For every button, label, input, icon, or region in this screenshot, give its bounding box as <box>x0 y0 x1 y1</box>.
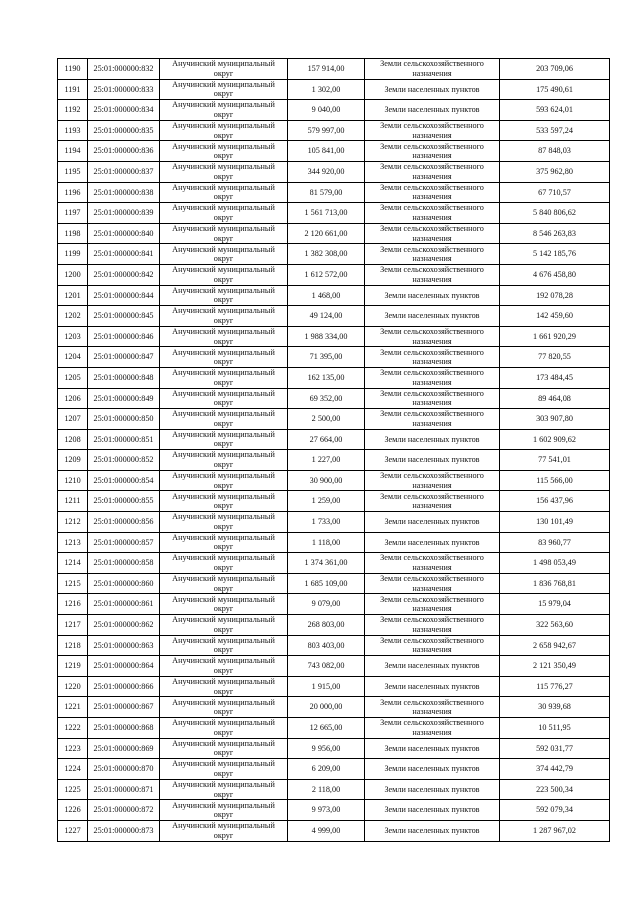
land-category-cell: Земли населенных пунктов <box>365 429 500 450</box>
row-number-cell: 1221 <box>58 697 88 718</box>
municipal-district-cell: Анучинский муниципальный округ <box>160 615 288 636</box>
cadastral-value-cell: 192 078,28 <box>500 285 610 306</box>
cadastral-number-cell: 25:01:000000:873 <box>88 820 160 841</box>
table-row <box>58 491 610 512</box>
land-area-cell: 9 956,00 <box>288 738 365 759</box>
land-category-cell: Земли населенных пунктов <box>365 676 500 697</box>
cadastral-number-cell: 25:01:000000:846 <box>88 326 160 347</box>
cadastral-value-cell: 375 962,80 <box>500 161 610 182</box>
municipal-district-cell: Анучинский муниципальный округ <box>160 718 288 739</box>
municipal-district-cell: Анучинский муниципальный округ <box>160 79 288 100</box>
land-area-cell: 27 664,00 <box>288 429 365 450</box>
cadastral-value-cell: 374 442,79 <box>500 759 610 780</box>
table-body <box>58 59 610 842</box>
municipal-district-cell: Анучинский муниципальный округ <box>160 306 288 327</box>
row-number-cell: 1208 <box>58 429 88 450</box>
cadastral-value-cell: 223 500,34 <box>500 779 610 800</box>
land-category-cell: Земли населенных пунктов <box>365 512 500 533</box>
land-area-cell: 1 118,00 <box>288 532 365 553</box>
table-row <box>58 553 610 574</box>
land-category-cell: Земли населенных пунктов <box>365 100 500 121</box>
municipal-district-cell: Анучинский муниципальный округ <box>160 594 288 615</box>
cadastral-number-cell: 25:01:000000:852 <box>88 450 160 471</box>
cadastral-number-cell: 25:01:000000:849 <box>88 388 160 409</box>
row-number-cell: 1215 <box>58 573 88 594</box>
municipal-district-cell: Анучинский муниципальный округ <box>160 409 288 430</box>
cadastral-value-cell: 1 661 920,29 <box>500 326 610 347</box>
cadastral-number-cell: 25:01:000000:839 <box>88 203 160 224</box>
land-area-cell: 2 118,00 <box>288 779 365 800</box>
table-row <box>58 615 610 636</box>
land-area-cell: 579 997,00 <box>288 120 365 141</box>
land-category-cell: Земли сельскохозяйственного назначения <box>365 203 500 224</box>
table-row <box>58 264 610 285</box>
land-area-cell: 6 209,00 <box>288 759 365 780</box>
cadastral-number-cell: 25:01:000000:845 <box>88 306 160 327</box>
cadastral-value-cell: 87 848,03 <box>500 141 610 162</box>
row-number-cell: 1212 <box>58 512 88 533</box>
cadastral-value-cell: 67 710,57 <box>500 182 610 203</box>
municipal-district-cell: Анучинский муниципальный округ <box>160 697 288 718</box>
row-number-cell: 1209 <box>58 450 88 471</box>
land-category-cell: Земли сельскохозяйственного назначения <box>365 594 500 615</box>
cadastral-value-cell: 77 820,55 <box>500 347 610 368</box>
municipal-district-cell: Анучинский муниципальный округ <box>160 450 288 471</box>
row-number-cell: 1206 <box>58 388 88 409</box>
cadastral-value-cell: 30 939,68 <box>500 697 610 718</box>
municipal-district-cell: Анучинский муниципальный округ <box>160 326 288 347</box>
cadastral-value-cell: 1 602 909,62 <box>500 429 610 450</box>
land-area-cell: 2 500,00 <box>288 409 365 430</box>
table-row <box>58 244 610 265</box>
land-category-cell: Земли сельскохозяйственного назначения <box>365 141 500 162</box>
row-number-cell: 1210 <box>58 470 88 491</box>
table-row <box>58 203 610 224</box>
cadastral-value-cell: 593 624,01 <box>500 100 610 121</box>
row-number-cell: 1194 <box>58 141 88 162</box>
municipal-district-cell: Анучинский муниципальный округ <box>160 264 288 285</box>
row-number-cell: 1200 <box>58 264 88 285</box>
land-category-cell: Земли сельскохозяйственного назначения <box>365 615 500 636</box>
land-category-cell: Земли населенных пунктов <box>365 450 500 471</box>
cadastral-number-cell: 25:01:000000:835 <box>88 120 160 141</box>
municipal-district-cell: Анучинский муниципальный округ <box>160 759 288 780</box>
land-category-cell: Земли сельскохозяйственного назначения <box>365 491 500 512</box>
cadastral-number-cell: 25:01:000000:842 <box>88 264 160 285</box>
row-number-cell: 1201 <box>58 285 88 306</box>
cadastral-value-cell: 10 511,95 <box>500 718 610 739</box>
land-category-cell: Земли сельскохозяйственного назначения <box>365 388 500 409</box>
municipal-district-cell: Анучинский муниципальный округ <box>160 738 288 759</box>
table-row <box>58 141 610 162</box>
cadastral-value-table <box>57 58 610 842</box>
row-number-cell: 1227 <box>58 820 88 841</box>
land-area-cell: 12 665,00 <box>288 718 365 739</box>
table-row <box>58 697 610 718</box>
land-area-cell: 2 120 661,00 <box>288 223 365 244</box>
land-category-cell: Земли населенных пунктов <box>365 285 500 306</box>
cadastral-number-cell: 25:01:000000:860 <box>88 573 160 594</box>
land-category-cell: Земли населенных пунктов <box>365 306 500 327</box>
table-row <box>58 79 610 100</box>
cadastral-number-cell: 25:01:000000:836 <box>88 141 160 162</box>
cadastral-value-cell: 173 484,45 <box>500 367 610 388</box>
row-number-cell: 1224 <box>58 759 88 780</box>
municipal-district-cell: Анучинский муниципальный округ <box>160 100 288 121</box>
cadastral-number-cell: 25:01:000000:866 <box>88 676 160 697</box>
row-number-cell: 1213 <box>58 532 88 553</box>
cadastral-number-cell: 25:01:000000:864 <box>88 656 160 677</box>
table-row <box>58 635 610 656</box>
land-area-cell: 69 352,00 <box>288 388 365 409</box>
land-category-cell: Земли сельскохозяйственного назначения <box>365 223 500 244</box>
table-row <box>58 512 610 533</box>
row-number-cell: 1207 <box>58 409 88 430</box>
land-area-cell: 1 561 713,00 <box>288 203 365 224</box>
cadastral-value-cell: 322 563,60 <box>500 615 610 636</box>
table-row <box>58 820 610 841</box>
municipal-district-cell: Анучинский муниципальный округ <box>160 182 288 203</box>
land-category-cell: Земли сельскохозяйственного назначения <box>365 470 500 491</box>
land-category-cell: Земли сельскохозяйственного назначения <box>365 635 500 656</box>
row-number-cell: 1216 <box>58 594 88 615</box>
land-category-cell: Земли сельскохозяйственного назначения <box>365 244 500 265</box>
land-area-cell: 268 803,00 <box>288 615 365 636</box>
table-row <box>58 573 610 594</box>
land-area-cell: 803 403,00 <box>288 635 365 656</box>
cadastral-number-cell: 25:01:000000:857 <box>88 532 160 553</box>
cadastral-number-cell: 25:01:000000:855 <box>88 491 160 512</box>
cadastral-number-cell: 25:01:000000:833 <box>88 79 160 100</box>
cadastral-number-cell: 25:01:000000:847 <box>88 347 160 368</box>
cadastral-number-cell: 25:01:000000:867 <box>88 697 160 718</box>
table-row <box>58 388 610 409</box>
cadastral-value-cell: 175 490,61 <box>500 79 610 100</box>
table-row <box>58 656 610 677</box>
municipal-district-cell: Анучинский муниципальный округ <box>160 244 288 265</box>
table-row <box>58 594 610 615</box>
table-row <box>58 306 610 327</box>
land-area-cell: 1 612 572,00 <box>288 264 365 285</box>
cadastral-number-cell: 25:01:000000:870 <box>88 759 160 780</box>
municipal-district-cell: Анучинский муниципальный округ <box>160 676 288 697</box>
land-area-cell: 344 920,00 <box>288 161 365 182</box>
land-area-cell: 9 973,00 <box>288 800 365 821</box>
cadastral-value-cell: 8 546 263,83 <box>500 223 610 244</box>
land-area-cell: 1 382 308,00 <box>288 244 365 265</box>
land-category-cell: Земли населенных пунктов <box>365 779 500 800</box>
cadastral-value-cell: 2 121 350,49 <box>500 656 610 677</box>
land-category-cell: Земли населенных пунктов <box>365 79 500 100</box>
row-number-cell: 1220 <box>58 676 88 697</box>
land-area-cell: 9 040,00 <box>288 100 365 121</box>
table-row <box>58 800 610 821</box>
table-row <box>58 450 610 471</box>
row-number-cell: 1193 <box>58 120 88 141</box>
land-category-cell: Земли сельскохозяйственного назначения <box>365 182 500 203</box>
municipal-district-cell: Анучинский муниципальный округ <box>160 161 288 182</box>
land-area-cell: 71 395,00 <box>288 347 365 368</box>
table-row <box>58 347 610 368</box>
land-category-cell: Земли сельскохозяйственного назначения <box>365 553 500 574</box>
land-area-cell: 1 988 334,00 <box>288 326 365 347</box>
land-area-cell: 743 082,00 <box>288 656 365 677</box>
cadastral-number-cell: 25:01:000000:861 <box>88 594 160 615</box>
table-row <box>58 429 610 450</box>
cadastral-value-cell: 77 541,01 <box>500 450 610 471</box>
land-category-cell: Земли сельскохозяйственного назначения <box>365 409 500 430</box>
row-number-cell: 1192 <box>58 100 88 121</box>
row-number-cell: 1190 <box>58 59 88 80</box>
municipal-district-cell: Анучинский муниципальный округ <box>160 635 288 656</box>
municipal-district-cell: Анучинский муниципальный округ <box>160 141 288 162</box>
cadastral-number-cell: 25:01:000000:840 <box>88 223 160 244</box>
municipal-district-cell: Анучинский муниципальный округ <box>160 203 288 224</box>
land-area-cell: 20 000,00 <box>288 697 365 718</box>
municipal-district-cell: Анучинский муниципальный округ <box>160 656 288 677</box>
land-area-cell: 1 685 109,00 <box>288 573 365 594</box>
row-number-cell: 1223 <box>58 738 88 759</box>
cadastral-number-cell: 25:01:000000:856 <box>88 512 160 533</box>
row-number-cell: 1196 <box>58 182 88 203</box>
row-number-cell: 1225 <box>58 779 88 800</box>
municipal-district-cell: Анучинский муниципальный округ <box>160 120 288 141</box>
row-number-cell: 1203 <box>58 326 88 347</box>
row-number-cell: 1195 <box>58 161 88 182</box>
cadastral-value-cell: 1 836 768,81 <box>500 573 610 594</box>
table-row <box>58 470 610 491</box>
municipal-district-cell: Анучинский муниципальный округ <box>160 347 288 368</box>
land-category-cell: Земли населенных пунктов <box>365 738 500 759</box>
cadastral-value-cell: 115 776,27 <box>500 676 610 697</box>
municipal-district-cell: Анучинский муниципальный округ <box>160 470 288 491</box>
cadastral-value-cell: 303 907,80 <box>500 409 610 430</box>
cadastral-number-cell: 25:01:000000:837 <box>88 161 160 182</box>
land-area-cell: 1 468,00 <box>288 285 365 306</box>
table-row <box>58 326 610 347</box>
land-area-cell: 1 302,00 <box>288 79 365 100</box>
table-row <box>58 367 610 388</box>
cadastral-value-cell: 533 597,24 <box>500 120 610 141</box>
land-category-cell: Земли сельскохозяйственного назначения <box>365 264 500 285</box>
land-area-cell: 157 914,00 <box>288 59 365 80</box>
row-number-cell: 1226 <box>58 800 88 821</box>
table-row <box>58 779 610 800</box>
land-category-cell: Земли населенных пунктов <box>365 759 500 780</box>
land-category-cell: Земли сельскохозяйственного назначения <box>365 367 500 388</box>
municipal-district-cell: Анучинский муниципальный округ <box>160 512 288 533</box>
cadastral-number-cell: 25:01:000000:868 <box>88 718 160 739</box>
municipal-district-cell: Анучинский муниципальный округ <box>160 223 288 244</box>
cadastral-value-cell: 130 101,49 <box>500 512 610 533</box>
land-area-cell: 49 124,00 <box>288 306 365 327</box>
table-row <box>58 738 610 759</box>
land-area-cell: 1 227,00 <box>288 450 365 471</box>
row-number-cell: 1222 <box>58 718 88 739</box>
land-area-cell: 1 733,00 <box>288 512 365 533</box>
row-number-cell: 1198 <box>58 223 88 244</box>
row-number-cell: 1191 <box>58 79 88 100</box>
cadastral-value-cell: 156 437,96 <box>500 491 610 512</box>
table-row <box>58 100 610 121</box>
land-category-cell: Земли сельскохозяйственного назначения <box>365 697 500 718</box>
land-category-cell: Земли сельскохозяйственного назначения <box>365 161 500 182</box>
cadastral-value-cell: 592 031,77 <box>500 738 610 759</box>
cadastral-number-cell: 25:01:000000:832 <box>88 59 160 80</box>
cadastral-number-cell: 25:01:000000:841 <box>88 244 160 265</box>
row-number-cell: 1214 <box>58 553 88 574</box>
land-category-cell: Земли населенных пунктов <box>365 532 500 553</box>
land-category-cell: Земли сельскохозяйственного назначения <box>365 59 500 80</box>
table-row <box>58 223 610 244</box>
table-row <box>58 161 610 182</box>
document-page <box>57 58 610 842</box>
municipal-district-cell: Анучинский муниципальный округ <box>160 553 288 574</box>
cadastral-number-cell: 25:01:000000:871 <box>88 779 160 800</box>
municipal-district-cell: Анучинский муниципальный округ <box>160 800 288 821</box>
land-category-cell: Земли сельскохозяйственного назначения <box>365 326 500 347</box>
cadastral-value-cell: 5 840 806,62 <box>500 203 610 224</box>
land-area-cell: 4 999,00 <box>288 820 365 841</box>
cadastral-number-cell: 25:01:000000:854 <box>88 470 160 491</box>
row-number-cell: 1217 <box>58 615 88 636</box>
cadastral-number-cell: 25:01:000000:851 <box>88 429 160 450</box>
table-row <box>58 120 610 141</box>
land-area-cell: 30 900,00 <box>288 470 365 491</box>
cadastral-value-cell: 89 464,08 <box>500 388 610 409</box>
row-number-cell: 1205 <box>58 367 88 388</box>
row-number-cell: 1199 <box>58 244 88 265</box>
land-area-cell: 81 579,00 <box>288 182 365 203</box>
land-category-cell: Земли сельскохозяйственного назначения <box>365 718 500 739</box>
table-row <box>58 676 610 697</box>
cadastral-value-cell: 592 079,34 <box>500 800 610 821</box>
cadastral-value-cell: 203 709,06 <box>500 59 610 80</box>
table-row <box>58 409 610 430</box>
municipal-district-cell: Анучинский муниципальный округ <box>160 429 288 450</box>
land-category-cell: Земли сельскохозяйственного назначения <box>365 573 500 594</box>
land-category-cell: Земли населенных пунктов <box>365 656 500 677</box>
row-number-cell: 1211 <box>58 491 88 512</box>
land-category-cell: Земли сельскохозяйственного назначения <box>365 347 500 368</box>
cadastral-number-cell: 25:01:000000:862 <box>88 615 160 636</box>
cadastral-number-cell: 25:01:000000:834 <box>88 100 160 121</box>
cadastral-number-cell: 25:01:000000:844 <box>88 285 160 306</box>
municipal-district-cell: Анучинский муниципальный округ <box>160 820 288 841</box>
cadastral-number-cell: 25:01:000000:850 <box>88 409 160 430</box>
cadastral-number-cell: 25:01:000000:858 <box>88 553 160 574</box>
municipal-district-cell: Анучинский муниципальный округ <box>160 532 288 553</box>
cadastral-value-cell: 5 142 185,76 <box>500 244 610 265</box>
row-number-cell: 1204 <box>58 347 88 368</box>
land-category-cell: Земли населенных пунктов <box>365 820 500 841</box>
land-area-cell: 9 079,00 <box>288 594 365 615</box>
cadastral-value-cell: 4 676 458,80 <box>500 264 610 285</box>
land-category-cell: Земли сельскохозяйственного назначения <box>365 120 500 141</box>
municipal-district-cell: Анучинский муниципальный округ <box>160 388 288 409</box>
cadastral-value-cell: 15 979,04 <box>500 594 610 615</box>
table-row <box>58 59 610 80</box>
table-row <box>58 285 610 306</box>
municipal-district-cell: Анучинский муниципальный округ <box>160 573 288 594</box>
municipal-district-cell: Анучинский муниципальный округ <box>160 779 288 800</box>
table-row <box>58 759 610 780</box>
municipal-district-cell: Анучинский муниципальный округ <box>160 367 288 388</box>
cadastral-value-cell: 1 287 967,02 <box>500 820 610 841</box>
row-number-cell: 1202 <box>58 306 88 327</box>
municipal-district-cell: Анучинский муниципальный округ <box>160 285 288 306</box>
cadastral-value-cell: 115 566,00 <box>500 470 610 491</box>
cadastral-value-cell: 2 658 942,67 <box>500 635 610 656</box>
cadastral-number-cell: 25:01:000000:838 <box>88 182 160 203</box>
row-number-cell: 1218 <box>58 635 88 656</box>
cadastral-number-cell: 25:01:000000:872 <box>88 800 160 821</box>
cadastral-number-cell: 25:01:000000:869 <box>88 738 160 759</box>
municipal-district-cell: Анучинский муниципальный округ <box>160 491 288 512</box>
row-number-cell: 1197 <box>58 203 88 224</box>
cadastral-value-cell: 1 498 053,49 <box>500 553 610 574</box>
municipal-district-cell: Анучинский муниципальный округ <box>160 59 288 80</box>
row-number-cell: 1219 <box>58 656 88 677</box>
cadastral-value-cell: 83 960,77 <box>500 532 610 553</box>
land-area-cell: 1 374 361,00 <box>288 553 365 574</box>
land-category-cell: Земли населенных пунктов <box>365 800 500 821</box>
table-row <box>58 182 610 203</box>
cadastral-value-cell: 142 459,60 <box>500 306 610 327</box>
table-row <box>58 532 610 553</box>
cadastral-number-cell: 25:01:000000:848 <box>88 367 160 388</box>
land-area-cell: 105 841,00 <box>288 141 365 162</box>
table-row <box>58 718 610 739</box>
land-area-cell: 1 915,00 <box>288 676 365 697</box>
land-area-cell: 162 135,00 <box>288 367 365 388</box>
land-area-cell: 1 259,00 <box>288 491 365 512</box>
cadastral-number-cell: 25:01:000000:863 <box>88 635 160 656</box>
